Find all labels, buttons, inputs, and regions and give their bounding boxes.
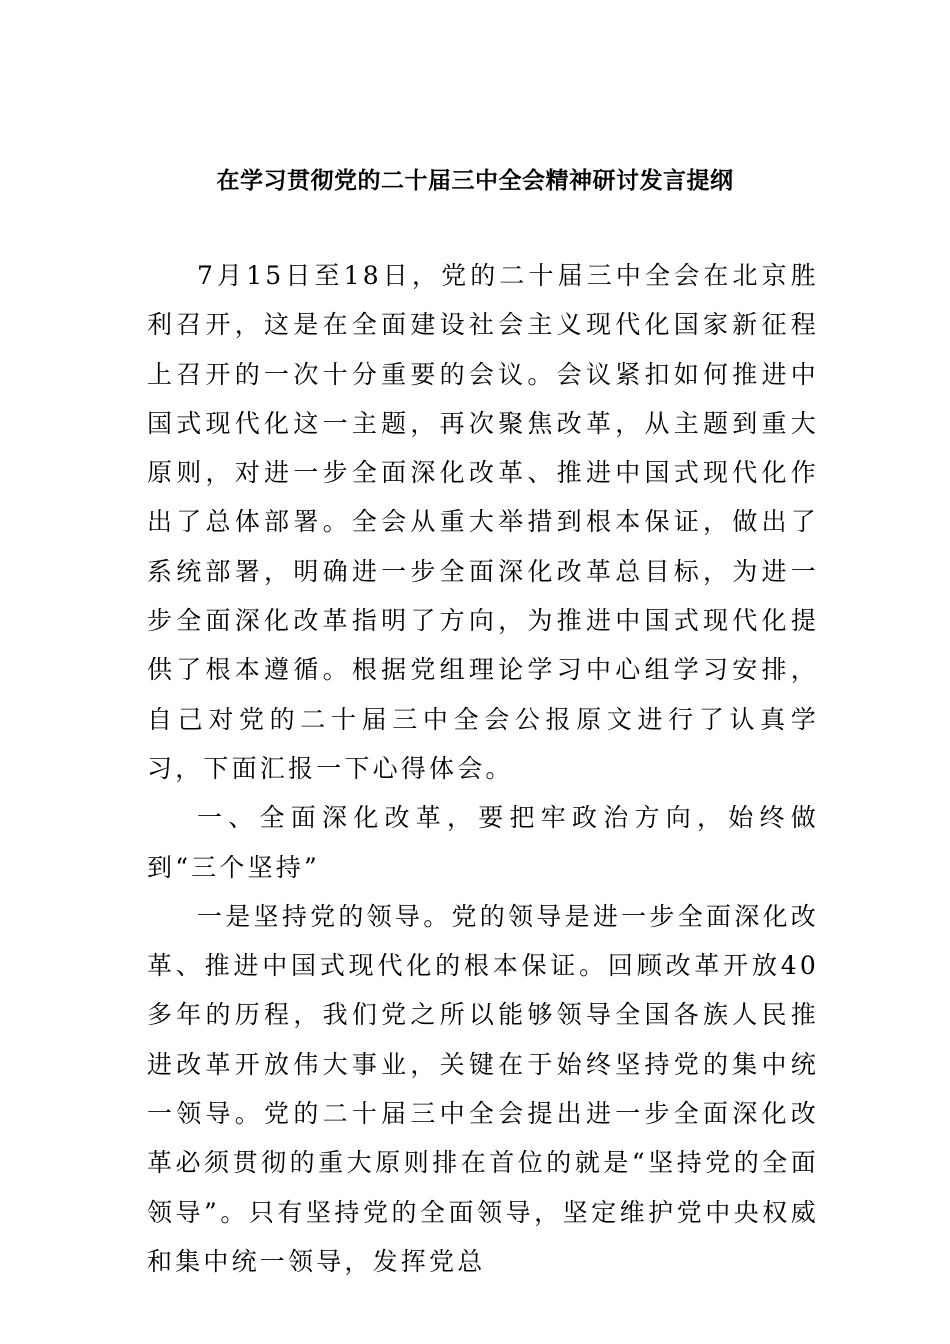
section-heading-one: 一、全面深化改革，要把牢政治方向，始终做到“三个坚持” <box>147 803 819 882</box>
paragraph-intro: 7月15日至18日，党的二十届三中全会在北京胜利召开，这是在全面建设社会主义现代化国家新征程上召开的一次十分重要的会议。会议紧扣如何推进中国式现代化这一主题，再次聚焦改革，从主题到重大原则，对进一步全面深化改革、推进中国式现代化作出了总体部署。全会从重大举措到根本保证，做出了系统部署，明确进一步全面深化改革总目标，为进一步全面深化改革指明了方向，为推进中国式现代化提供了根本遵循。根据党组理论学习中心组学习安排，自己对党的二十届三中全会公报原文进行了认真学习，下面汇报一下心得体会。 <box>147 261 819 783</box>
document-body <box>147 251 819 1286</box>
document-title: 在学习贯彻党的二十届三中全会精神研讨发言提纲 <box>216 167 734 194</box>
paragraph-party-leadership: 一是坚持党的领导。党的领导是进一步全面深化改革、推进中国式现代化的根本保证。回顾改革开放40多年的历程，我们党之所以能够领导全国各族人民推进改革开放伟大事业，关键在于始终坚持党的集中统一领导。党的二十届三中全会提出进一步全面深化改革必须贯彻的重大原则排在首位的就是“坚持党的全面领导”。只有坚持党的全面领导，坚定维护党中央权威和集中统一领导，发挥党总 <box>147 901 819 1276</box>
